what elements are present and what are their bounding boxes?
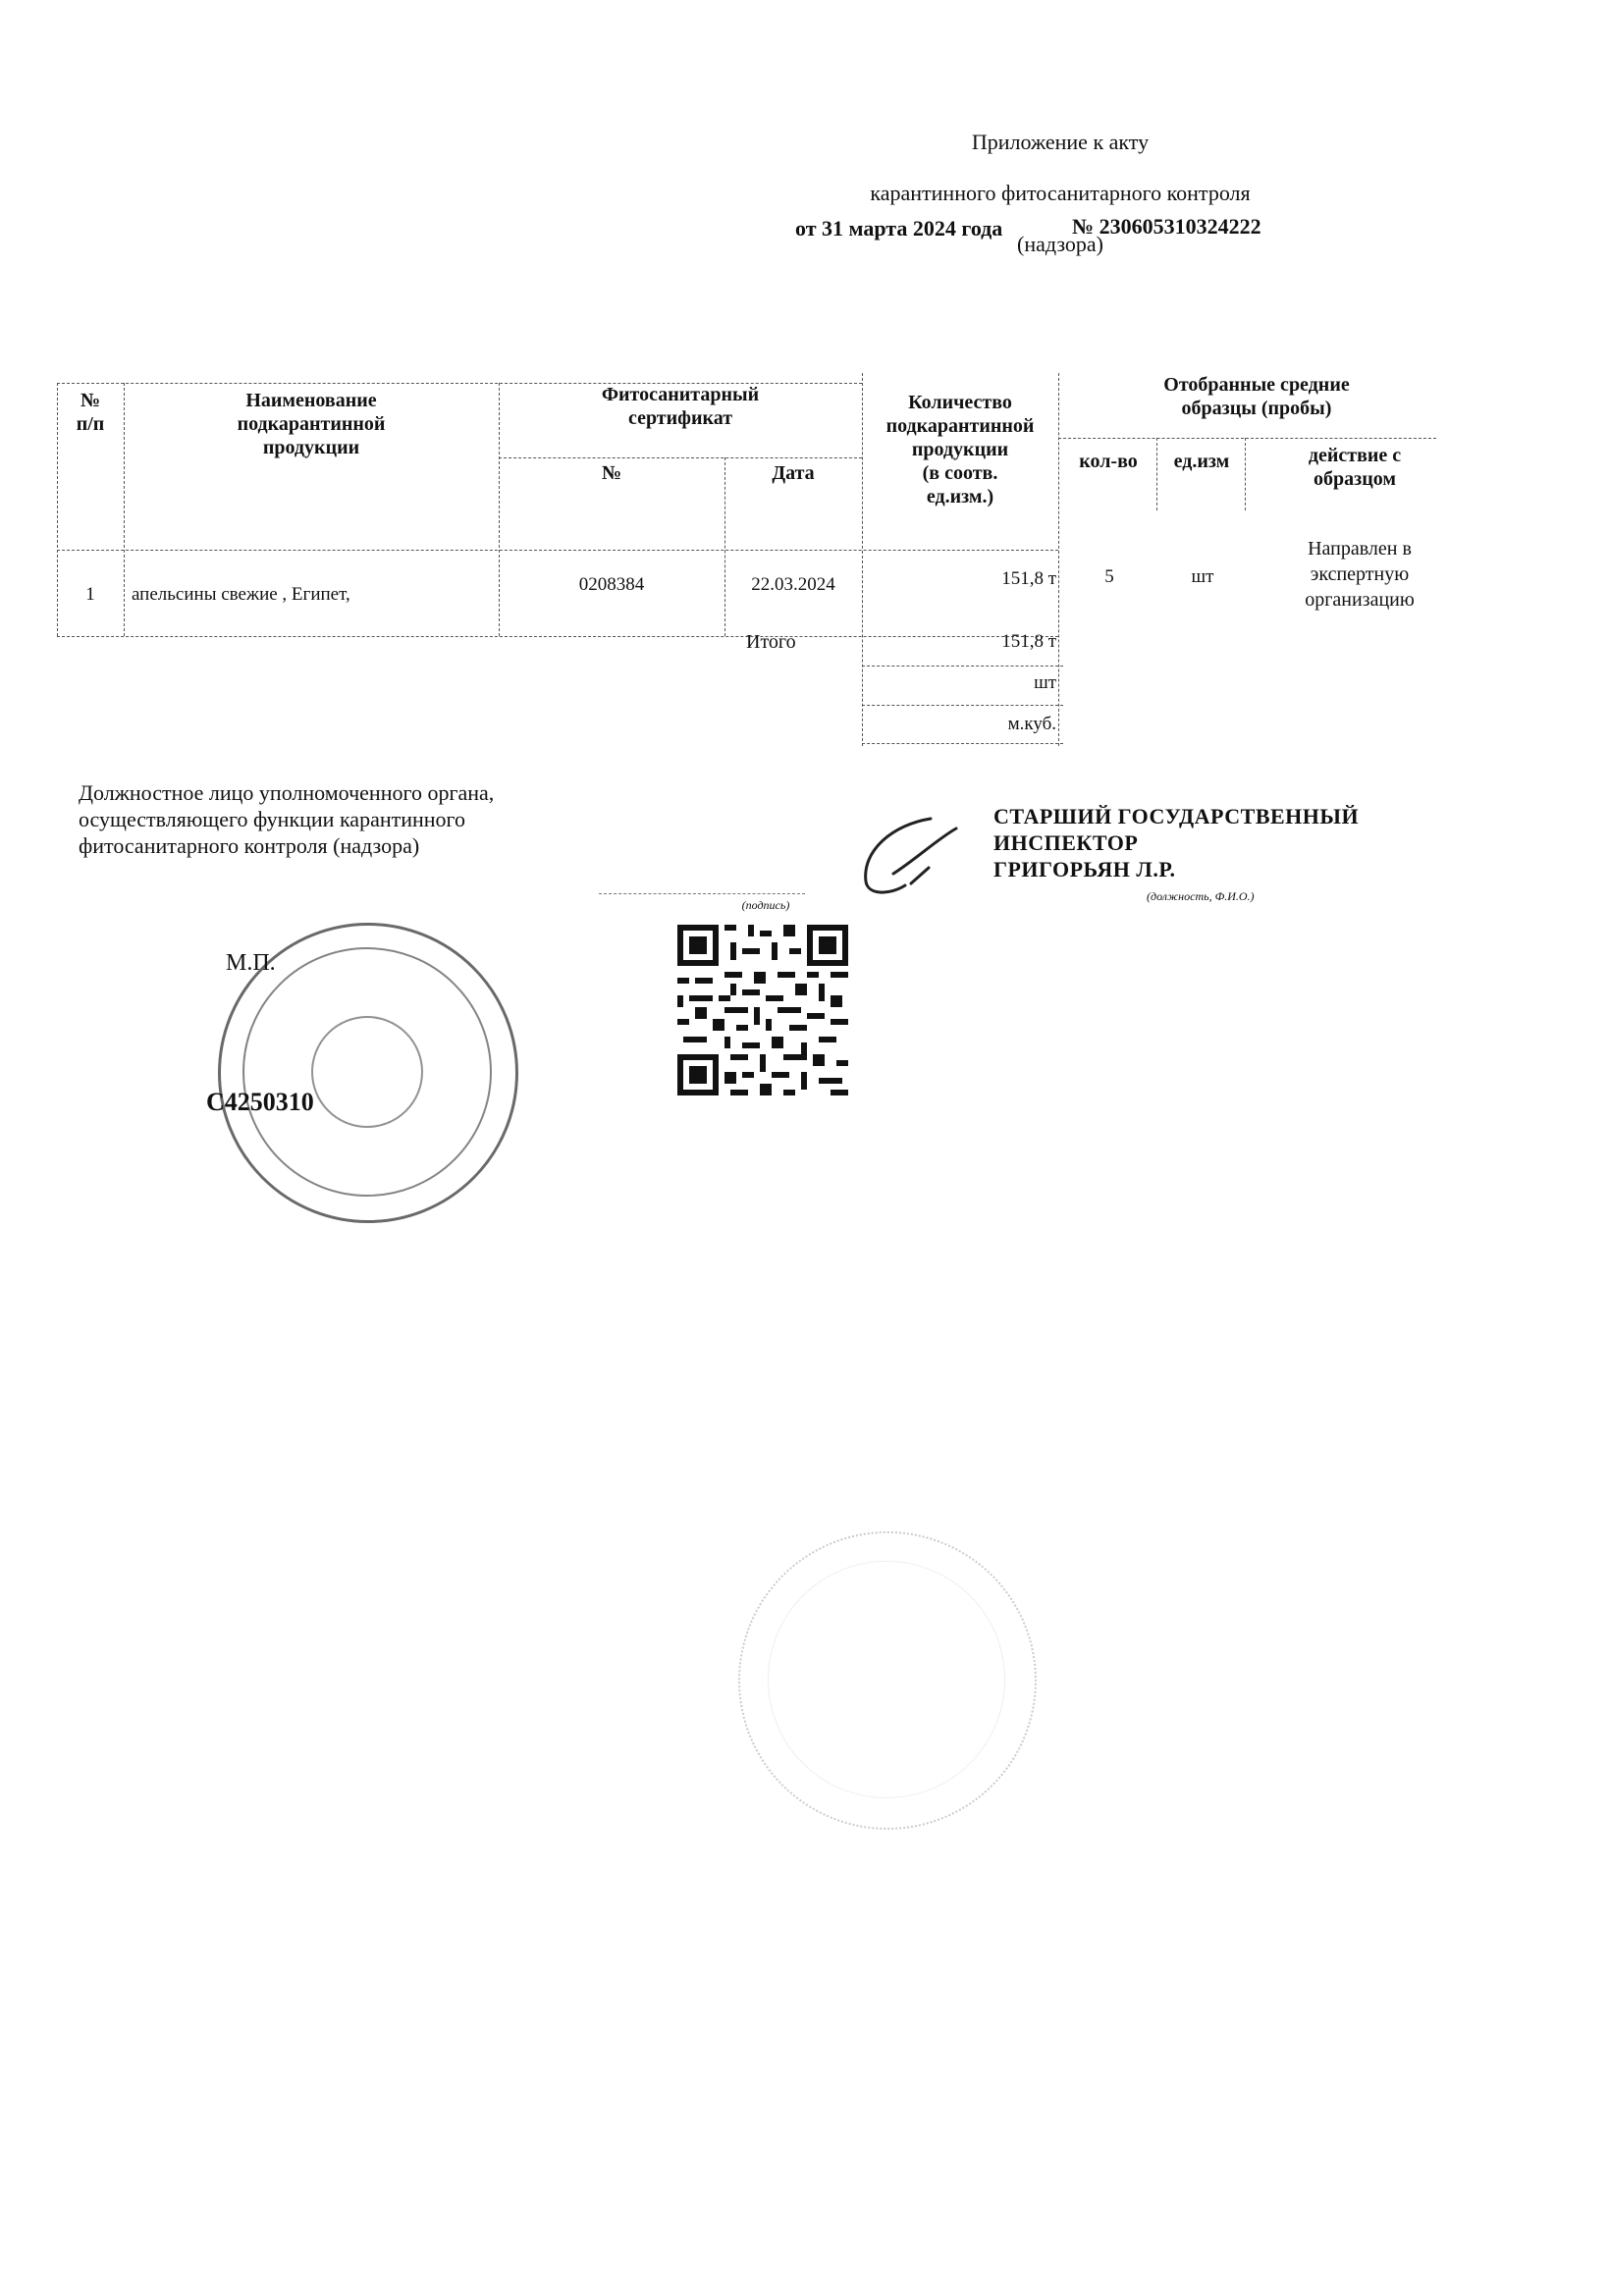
signature-line (599, 893, 805, 894)
col-header-samples: Отобранные средние образцы (пробы) (1163, 374, 1350, 419)
col-header-samples-unit: ед.изм (1173, 451, 1230, 472)
faded-seal (738, 1531, 1037, 1830)
col-header-quantity: Количество подкарантинной продукции (в соотв. ед.изм.) (885, 392, 1035, 507)
total-tons: 151,8 т (1001, 631, 1056, 652)
stamp-code: С4250310 (206, 1088, 314, 1116)
cell-number: 1 (85, 584, 95, 605)
cell-quantity: 151,8 т (1001, 568, 1056, 589)
inspector-position: СТАРШИЙ ГОСУДАРСТВЕННЫЙ ИНСПЕКТОР ГРИГОРЬЯН Л.Р. (993, 804, 1360, 881)
appendix-line-2: карантинного фитосанитарного контроля (870, 181, 1251, 205)
cell-certificate-date: 22.03.2024 (751, 574, 835, 595)
signature-caption: (подпись) (741, 898, 790, 912)
total-cubic-meters: м.куб. (1007, 714, 1056, 734)
official-description: Должностное лицо уполномоченного органа, осуществляющего функции карантинного фитосанитарного контроля (надзора) (79, 780, 495, 858)
appendix-line-3: (надзора) (1017, 232, 1103, 256)
cell-sample-action: Направлен в экспертную организацию (1305, 538, 1415, 611)
col-header-certificate-date: Дата (772, 462, 815, 484)
cell-certificate-number: 0208384 (578, 574, 645, 595)
mp-label: М.П. (226, 950, 276, 976)
appendix-line-1: Приложение к акту (971, 130, 1150, 154)
cell-samples-qty: 5 (1104, 566, 1114, 587)
act-number: № 230605310324222 (1072, 214, 1261, 239)
appendix-title (766, 104, 1355, 283)
cell-product-name: апельсины свежие , Египет, (132, 584, 350, 605)
col-header-certificate-number: № (601, 462, 622, 484)
handwritten-signature (854, 805, 992, 903)
total-pieces: шт (1034, 672, 1056, 693)
col-header-sample-action: действие с образцом (1308, 445, 1402, 490)
total-label: Итого (746, 631, 796, 653)
col-header-certificate: Фитосанитарный сертификат (601, 384, 760, 429)
col-header-product-name: Наименование подкарантинной продукции (237, 390, 386, 458)
position-caption: (должность, Ф.И.О.) (1147, 889, 1255, 903)
col-header-number: № п/п (76, 390, 105, 435)
cell-samples-unit: шт (1191, 566, 1214, 587)
col-header-samples-qty: кол-во (1079, 451, 1138, 472)
qr-code (677, 925, 848, 1095)
act-date: от 31 марта 2024 года (795, 216, 1003, 240)
